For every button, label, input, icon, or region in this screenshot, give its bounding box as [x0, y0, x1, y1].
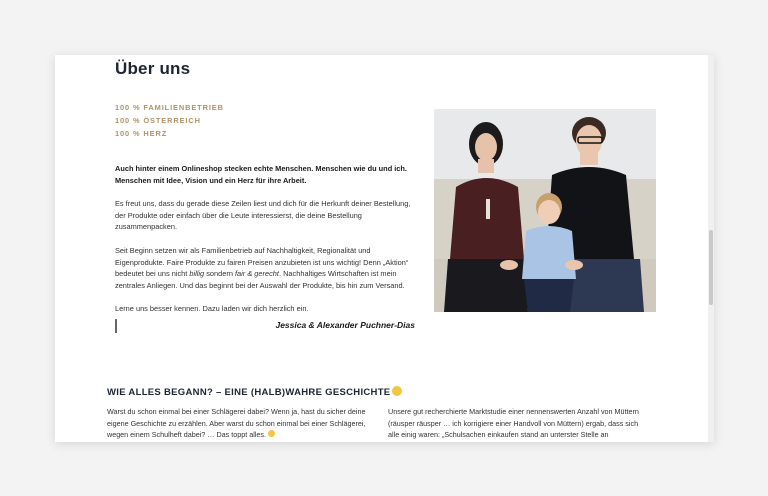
claim-item: 100 % FAMILIENBETRIEB [115, 103, 224, 112]
story-left-column: Warst du schon einmal bei einer Schlägerei dabei? Wenn ja, hast du sicher deine eigene Geschichte zu erzählen. Aber warst du schon einmal bei einer Schlägerei, wegen einem Schulheft dabei? … Das toppt alles. [107, 407, 366, 440]
content-card [55, 55, 714, 442]
claims-list [115, 101, 224, 140]
about-text [115, 163, 415, 327]
intro-paragraph: Auch hinter einem Onlineshop stecken echte Menschen. Menschen wie du und ich. Menschen mit Idee, Vision und ein Herz für ihre Arbeit. [115, 164, 407, 185]
paragraph: Lerne uns besser kennen. Dazu laden wir dich herzlich ein. [115, 304, 309, 314]
signature-row [115, 319, 415, 333]
claim-item: 100 % HERZ [115, 129, 168, 138]
scrollbar-thumb[interactable] [709, 230, 713, 305]
story-right-column: Unsere gut recherchierte Marktstudie einer nennenswerten Anzahl von Müttern (räusper räusper … ich korrigiere einer Handvoll von Müttern) ergab, dass sich alle einig waren: „Schulsachen einkaufen stand an unterster Stelle an [388, 407, 639, 440]
signature: Jessica & Alexander Puchner-Dias [275, 320, 415, 330]
paragraph: Seit Beginn setzen wir als Familienbetrieb auf Nachhaltigkeit, Regionalität und Eigenprodukte. Faire Produkte zu fairen Preisen anzubieten ist uns wichtig! Denn „Aktion“ bedeutet bei uns nicht billig sondern fair & gerecht. Nachhaltiges Wirtschaften ist mein zentrales Anliegen. Und das beginnt bei der Auswahl der Produkte, bis hin zum Versand. [115, 245, 409, 290]
text-cursor [115, 319, 117, 333]
paragraph: Es freut uns, dass du gerade diese Zeilen liest und dich für die Herkunft deiner Bestellung, der Produkte oder einfach über die Leute interessierst, die deine Bestellung zusammenpacken. [115, 199, 411, 232]
smiley-emoji-icon [392, 386, 402, 396]
page-title: Über uns [115, 59, 191, 78]
family-photo-illustration [434, 109, 656, 312]
scrollbar[interactable] [708, 55, 714, 442]
claim-item: 100 % ÖSTERREICH [115, 116, 201, 125]
story-heading: WIE ALLES BEGANN? – EINE (HALB)WAHRE GESCHICHTE [107, 386, 402, 398]
smiley-emoji-icon [268, 430, 275, 437]
family-photo [434, 109, 656, 312]
